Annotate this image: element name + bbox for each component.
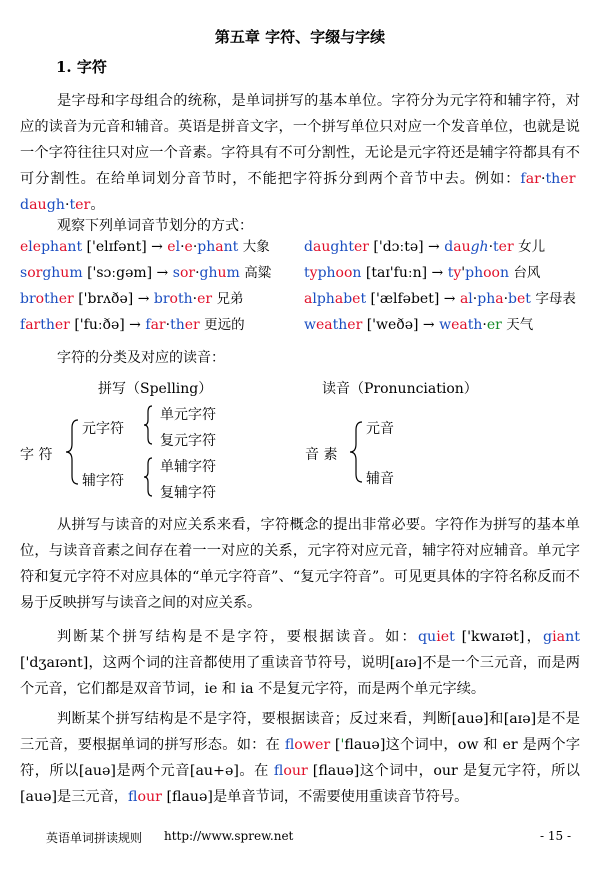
single-cons-label: 单辅字符 bbox=[160, 459, 216, 475]
word-row: alphabet ['ælfəbet] → al·pha·bet 字母表 bbox=[304, 291, 576, 307]
split-sorghum: sor·ghum bbox=[172, 265, 240, 281]
ipa: ['elɪfənt] bbox=[86, 239, 147, 255]
ipa: [taɪ'fuːn] bbox=[365, 265, 428, 281]
ipa: ['sɔːgəm] bbox=[87, 265, 153, 281]
cons-char-label: 辅字符 bbox=[82, 473, 124, 489]
paragraph-3: 判断某个拼写结构是不是字符，要根据读音。如：quiet ['kwaɪət]，giant ['dʒaɪənt]，这两个词的注音都使用了重读音节符号，说明[aɪə]不是一个三元音，而是两个元音，它们都是双音节词，ie 和 ia 不是复元字符，而是两个单元字续。 bbox=[20, 629, 580, 697]
intro-example: far·ther daugh·ter。 bbox=[20, 171, 576, 213]
meaning: 天气 bbox=[506, 317, 534, 333]
word-brother: brother bbox=[20, 291, 74, 307]
word-row: sorghum ['sɔːgəm] → sor·ghum 高粱 bbox=[20, 265, 272, 281]
meaning: 女儿 bbox=[518, 239, 546, 255]
footer-title: 英语单词拼读规则 bbox=[46, 831, 143, 845]
classify-intro: 字符的分类及对应的读音： bbox=[57, 350, 225, 366]
vowel-char-label: 元字符 bbox=[82, 421, 124, 437]
ipa: ['ælfəbet] bbox=[370, 291, 440, 307]
word-row: daughter ['dɔːtə] → daugh·ter 女儿 bbox=[304, 239, 546, 255]
word-row: elephant ['elɪfənt] → el·e·phant 大象 bbox=[20, 239, 270, 255]
multi-cons-label: 复辅字符 bbox=[160, 485, 216, 501]
meaning: 台风 bbox=[513, 265, 541, 281]
char-root-label: 字 符 bbox=[20, 447, 53, 463]
vowel-label: 元音 bbox=[366, 421, 394, 437]
split-elephant: el·e·phant bbox=[167, 239, 239, 255]
ipa: ['fuːðə] bbox=[74, 317, 125, 333]
split-alphabet: al·pha·bet bbox=[459, 291, 531, 307]
ipa: ['dɔːtə] bbox=[373, 239, 424, 255]
word-row: weather ['weðə] → weath·er 天气 bbox=[304, 317, 534, 333]
multi-vowel-label: 复元字符 bbox=[160, 433, 216, 449]
phoneme-label: 音 素 bbox=[305, 447, 338, 463]
word-row: farther ['fuːðə] → far·ther 更远的 bbox=[20, 317, 245, 333]
page-number: - 15 - bbox=[540, 829, 572, 843]
observe-line: 观察下列单词音节划分的方式： bbox=[57, 218, 253, 234]
meaning: 兄弟 bbox=[216, 291, 244, 307]
paragraph-2: 从拼写与读音的对应关系来看，字符概念的提出非常必要。字符作为拼写的基本单位，与读音音素之间存在着一一对应的关系，元字符对应元音，辅字符对应辅音。单元字符和复元字符不对应具体的“单元字符音”、“复元字符音”。可见更具体的字符名称反而不易于反映拼写与读音之间的对应关系。 bbox=[20, 517, 580, 611]
root-brace-icon bbox=[64, 418, 80, 486]
paragraph-4: 判断某个拼写结构是不是字符，要根据读音；反过来看，判断[auə]和[aɪə]是不是三元音，要根据单词的拼写形态。如：在 flower ['flauə]这个词中，ow 和 er 是两个字符，所以[auə]是两个元音[au+ə]。在 flour [flauə]这个词中，our 是复元字符，所以[auə]是三元音，flour [flauə]是单音节词，不需要使用重读音节符号。 bbox=[20, 711, 581, 805]
word-weather: weather bbox=[304, 317, 363, 333]
split-weather: weath·er bbox=[439, 317, 502, 333]
word-farther: farther bbox=[20, 317, 70, 333]
single-vowel-label: 单元字符 bbox=[160, 407, 216, 423]
vowel-brace-icon bbox=[142, 404, 154, 446]
word-row: typhoon [taɪ'fuːn] → ty'phoon 台风 bbox=[304, 265, 541, 281]
split-farther: far·ther bbox=[145, 317, 200, 333]
intro-text: 是字母和字母组合的统称，是单词拼写的基本单位。字符分为元字符和辅字符，对应的读音为元音和辅音。英语是拼音文字，一个拼写单位只对应一个发音单位，也就是说一个字符往往只对应一个音素。字符具有不可分割性，无论是元字符还是辅字符都具有不可分割性。在给单词划分音节时，不能把字符拆分到两个音节中去。例如： bbox=[20, 93, 580, 187]
word-row: brother ['brʌðə] → broth·er 兄弟 bbox=[20, 291, 244, 307]
word-elephant: elephant bbox=[20, 239, 83, 255]
meaning: 字母表 bbox=[535, 291, 576, 307]
meaning: 高粱 bbox=[244, 265, 272, 281]
chapter-title: 第五章 字符、字缀与字续 bbox=[214, 28, 386, 46]
word-alphabet: alphabet bbox=[304, 291, 367, 307]
consonant-label: 辅音 bbox=[366, 471, 394, 487]
ipa: ['brʌðə] bbox=[78, 291, 134, 307]
word-sorghum: sorghum bbox=[20, 265, 83, 281]
phoneme-brace-icon bbox=[348, 420, 364, 484]
meaning: 更远的 bbox=[204, 317, 245, 333]
footer-url[interactable]: http://www.sprew.net bbox=[164, 829, 294, 843]
intro-paragraph bbox=[20, 88, 580, 218]
split-typhoon: ty'phoon bbox=[447, 265, 509, 281]
word-daughter: daughter bbox=[304, 239, 369, 255]
cons-brace-icon bbox=[142, 456, 154, 498]
ipa: ['weðə] bbox=[366, 317, 419, 333]
meaning: 大象 bbox=[242, 239, 270, 255]
word-typhoon: typhoon bbox=[304, 265, 362, 281]
section-heading: 1. 字符 bbox=[56, 58, 107, 76]
pronunciation-header: 读音（Pronunciation） bbox=[322, 381, 478, 397]
split-daughter: daugh·ter bbox=[444, 239, 514, 255]
spelling-header: 拼写（Spelling） bbox=[98, 381, 213, 397]
split-brother: broth·er bbox=[153, 291, 213, 307]
